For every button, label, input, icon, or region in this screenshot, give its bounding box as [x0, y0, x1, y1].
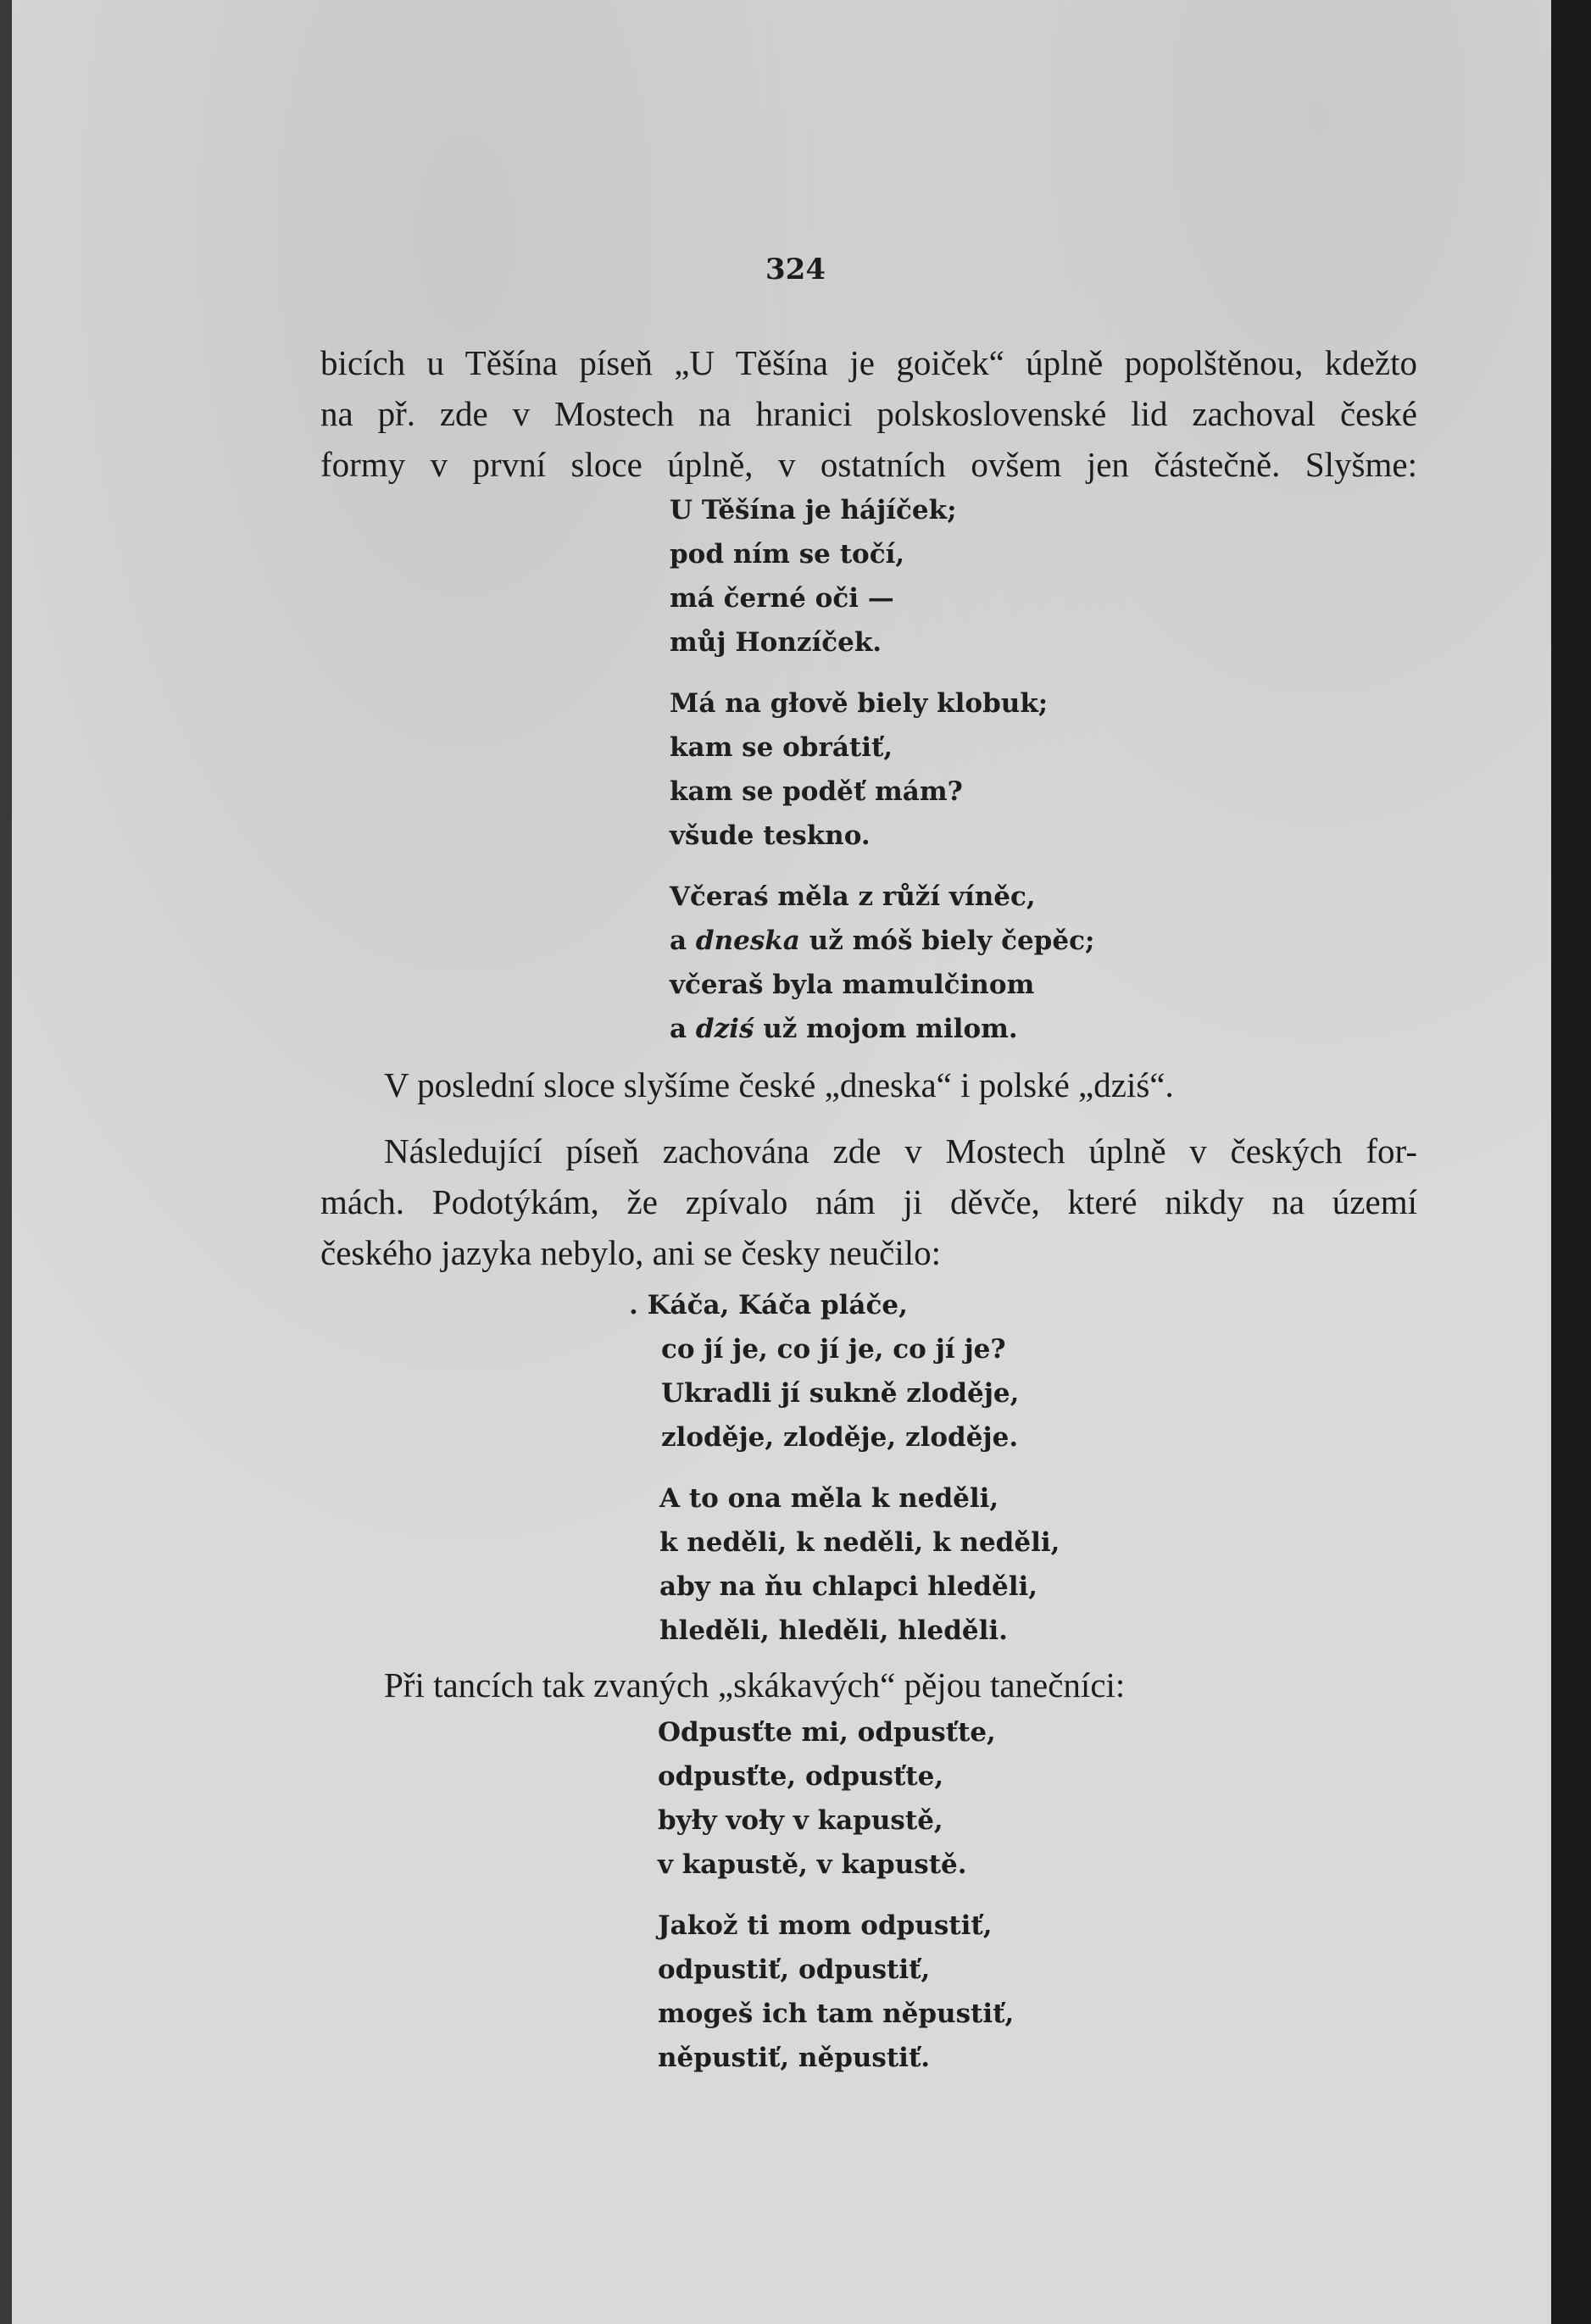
scan-right-edge [1551, 0, 1591, 2324]
song-3 [658, 1710, 1014, 2097]
verse-line: mogeš ich tam něpustiť, [658, 1999, 1015, 2029]
text-line: Následující píseň zachována zde v Mostech úplně v českých for- [384, 1131, 1417, 1170]
verse-line: má černé oči — [670, 583, 894, 614]
verse-line: pod ním se točí, [670, 539, 905, 570]
verse-line: kam se poděť mám? [670, 776, 963, 807]
verse-line: můj Honzíček. [670, 627, 882, 658]
verse-line: v kapustě, v kapustě. [658, 1849, 967, 1880]
stanza [658, 1904, 1014, 2080]
page-number: 324 [765, 253, 826, 286]
verse-line: něpustiť, něpustiť. [658, 2043, 931, 2073]
text-line: V poslední sloce slyšíme české „dneska“ i polské „dziś“. [384, 1065, 1174, 1104]
song-2 [629, 1283, 1060, 1670]
stanza [629, 1476, 1060, 1653]
verse-line: Včeraś měla z růží víněc, [670, 881, 1036, 912]
verse-line: a dneska už móš biely čepěc; [670, 926, 1095, 956]
stanza [670, 681, 1094, 858]
verse-line: odpustiť, odpustiť, [658, 1954, 931, 1985]
verse-line: były voły v kapustě, [658, 1805, 943, 1836]
text-line: českého jazyka nebylo, ani se česky neučilo: [320, 1233, 942, 1272]
stanza [670, 875, 1094, 1051]
verse-line: Ukradli jí sukně zloděje, [661, 1378, 1020, 1409]
verse-line: Jakož ti mom odpustiť, [658, 1910, 993, 1941]
text-line: Při tancích tak zvaných „skákavých“ pějou tanečníci: [384, 1665, 1126, 1704]
text-line: bicích u Těšína píseň „U Těšína je goiček“ úplně popolštěnou, kdežto [320, 343, 1417, 382]
verse-line: hleděli, hleděli, hleděli. [659, 1615, 1008, 1646]
verse-line: . Káča, Káča pláče, [629, 1290, 908, 1320]
stanza [670, 488, 1094, 664]
verse-line: A to ona měla k neděli, [659, 1483, 999, 1514]
verse-line: aby na ňu chlapci hleděli, [659, 1571, 1038, 1602]
paragraph-4 [320, 1660, 1417, 1710]
scan-left-edge [0, 0, 12, 2324]
verse-line: Odpusťte mi, odpusťte, [658, 1717, 996, 1748]
italic-word: dziś [695, 1014, 754, 1044]
song-1 [670, 488, 1094, 1068]
stanza [658, 1710, 1014, 1887]
verse-line: a dziś už mojom milom. [670, 1014, 1018, 1044]
verse-line: včeraš byla mamulčinom [670, 970, 1035, 1000]
text-line: mách. Podotýkám, že zpívalo nám ji děvče, které nikdy na území [320, 1182, 1417, 1221]
paragraph-1 [320, 337, 1417, 490]
verse-line: k neděli, k neděli, k neděli, [659, 1527, 1060, 1558]
stanza [629, 1283, 1060, 1459]
text-line: formy v první sloce úplně, v ostatních ovšem jen částečně. Slyšme: [320, 445, 1417, 484]
verse-line: Má na głově biely klobuk; [670, 688, 1049, 719]
verse-line: kam se obrátiť, [670, 732, 893, 763]
verse-line: U Těšína je hájíček; [670, 495, 957, 525]
italic-word: dneska [695, 926, 800, 956]
verse-line: odpusťte, odpusťte, [658, 1761, 944, 1792]
paragraph-2 [320, 1059, 1417, 1110]
verse-line: co jí je, co jí je, co jí je? [661, 1334, 1006, 1365]
text-line: na př. zde v Mostech na hranici polskoslovenské lid zachoval české [320, 394, 1417, 433]
verse-line: všude teskno. [670, 820, 871, 851]
paragraph-3 [320, 1126, 1417, 1278]
verse-line: zloděje, zloděje, zloděje. [661, 1422, 1019, 1453]
